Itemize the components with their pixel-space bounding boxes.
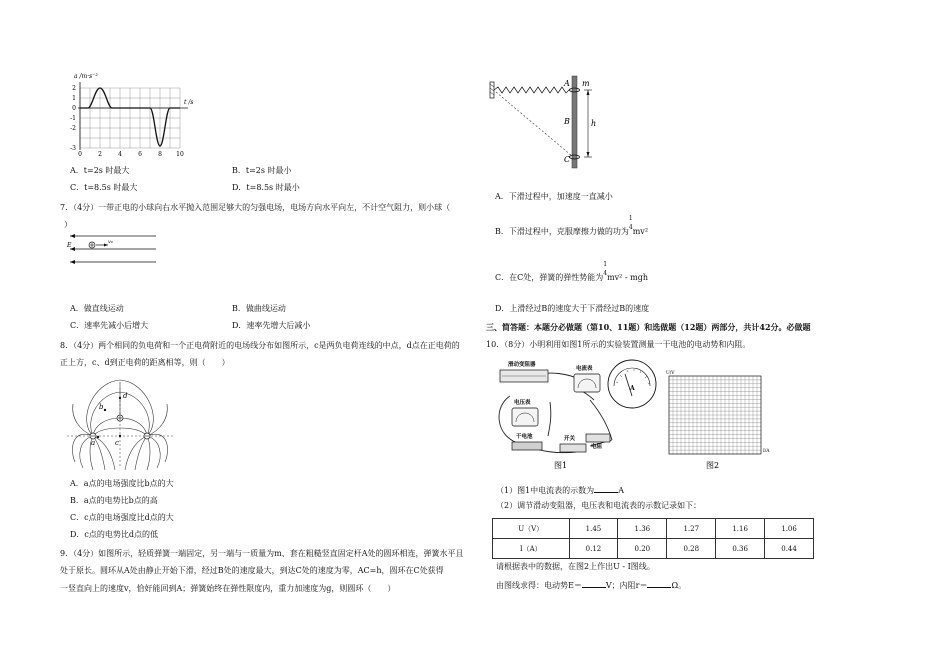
q9-option-b-den: 4	[628, 224, 633, 231]
q9-option-c-den: 4	[603, 270, 608, 277]
ytick: 0	[72, 105, 76, 112]
q9-fig-label-B: B	[564, 117, 570, 126]
q8-stem-line1: 8．（4分）两个相同的负电荷和一个正电荷附近的电场线分布如图所示，c是两负电荷连线的中点，d点在正电荷的	[60, 341, 460, 350]
xtick: 2	[98, 151, 102, 158]
q10-result-text-e: 由图线求得：电动势E＝	[496, 581, 582, 590]
q10-fig1-voltmeter-label: 电压表	[514, 400, 531, 406]
q10-fig1-battery-label: 干电池	[516, 434, 533, 440]
q6-option-a: A．t=2s 时最大	[70, 166, 130, 175]
q10-fig2-xlabel: I/A	[763, 449, 770, 454]
q9-fig-label-h: h	[591, 119, 597, 128]
q7-stem-end: ）	[64, 220, 72, 229]
xtick: 6	[138, 151, 142, 158]
q9-spring-rod-figure	[488, 76, 608, 168]
q10-emf-blank[interactable]	[582, 580, 606, 588]
table-cell: 0.12	[569, 539, 618, 559]
q6-option-d: D．t=8.5s 时最小	[232, 183, 300, 192]
q9-option-b-num: 1	[628, 215, 633, 222]
xtick: 0	[78, 151, 82, 158]
q9-option-c	[495, 261, 649, 284]
table-cell: 0.36	[716, 539, 765, 559]
q10-figure-2-grid	[664, 368, 776, 472]
q9-option-c-num: 1	[603, 261, 608, 268]
q10-fig1-dial-A: A	[630, 385, 635, 392]
ytick: 1	[72, 95, 76, 102]
q9-option-b-tail: mv²	[632, 227, 649, 236]
q8-option-b: B．a点的电势比b点的高	[70, 496, 158, 505]
q10-fig1-switch-label: 开关	[564, 436, 576, 442]
q7-option-a: A．做直线运动	[70, 304, 124, 313]
q10-result	[496, 580, 686, 590]
q10-stem: 10．（8分）小明利用如图1所示的实验装置测量一干电池的电动势和内阻。	[486, 340, 751, 349]
table-row-label: I（A）	[493, 539, 570, 559]
q7-v0-label: v₀	[108, 239, 113, 245]
q9-option-d: D．上滑经过B的速度大于下滑经过B的速度	[495, 304, 650, 313]
table-cell: 0.44	[765, 539, 814, 559]
table-cell: 1.16	[716, 519, 765, 539]
xtick: 8	[158, 151, 162, 158]
q8-label-a: a	[91, 439, 96, 447]
q10-sub2: （2）调节滑动变阻器，电压表和电流表的示数记录如下：	[496, 501, 702, 510]
xtick: 4	[118, 151, 122, 158]
q10-data-table	[492, 518, 814, 559]
q9-option-b-text: B．下滑过程中，克服摩擦力做的功为	[495, 227, 629, 236]
q9-stem-line2: 处于原长。圆环从A处由静止开始下滑，经过B处的速度最大，到达C处的速度为零，AC=h，圆环在C处获得	[60, 566, 444, 575]
q9-fig-label-A: A	[564, 79, 570, 88]
q7-option-b: B．做曲线运动	[232, 304, 286, 313]
ytick: 2	[72, 85, 76, 92]
table-row	[493, 519, 814, 539]
q7-field-figure	[66, 232, 166, 266]
q8-label-d: d	[123, 392, 128, 400]
ytick: -3	[70, 145, 76, 152]
table-cell: 1.06	[765, 519, 814, 539]
q9-option-c-text: C．在C处，弹簧的弹性势能为	[495, 273, 604, 282]
q8-label-c: c	[115, 439, 119, 447]
q9-stem-line3: 一竖直向上的速度v，恰好能回到A；弹簧始终在弹性限度内，重力加速度为g，则圆环（ ）	[60, 584, 396, 593]
table-cell: 1.36	[618, 519, 667, 539]
q8-option-d: D．c点的电势比d点的低	[70, 530, 159, 539]
q10-fig1-rheostat-label: 滑动变阻器	[508, 362, 536, 368]
q7-option-d: D．速率先增大后减小	[232, 321, 311, 330]
table-cell: 0.20	[618, 539, 667, 559]
table-row	[493, 539, 814, 559]
xtick: 10	[176, 151, 184, 158]
q10-sub1-blank[interactable]	[594, 485, 618, 493]
q8-label-b: b	[99, 403, 104, 411]
q8-option-c: C．c点的电场强度比d点的大	[70, 513, 174, 522]
q9-option-b	[495, 215, 649, 238]
q9-stem-line1: 9．（4分）如图所示，轻质弹簧一端固定，另一端与一质量为m、套在粗糙竖直固定杆A处的圆环相连，弹簧水平且	[60, 549, 464, 558]
q9-fig-label-C: C	[564, 155, 571, 164]
table-cell: 1.45	[569, 519, 618, 539]
q6-option-b: B．t=2s 时最小	[232, 166, 292, 175]
ytick: -2	[70, 125, 76, 132]
q10-sub1	[496, 485, 624, 495]
q10-resistance-blank[interactable]	[647, 580, 671, 588]
table-row-label: U（V）	[493, 519, 570, 539]
q9-option-c-tail: mv² - mgh	[607, 273, 649, 282]
q7-stem: 7．（4分）一带正电的小球向右水平抛入范围足够大的匀强电场，电场方向水平向左，不计空气阻力，则小球（	[60, 203, 451, 212]
q10-fig2-caption: 图2	[706, 461, 720, 470]
q10-figure-1-circuit	[490, 356, 660, 474]
q7-option-c: C．速率先减小后增大	[70, 321, 149, 330]
ytick: -1	[70, 115, 76, 122]
q10-sub1-unit: A	[618, 486, 624, 495]
q10-fig1-caption: 图1	[554, 461, 568, 470]
q7-field-E-label: E	[67, 242, 72, 249]
q10-after-table: 请根据表中的数据，在图2上作出U - I图线。	[496, 562, 655, 571]
section-3-heading: 三、简答题：本题分必做题（第10、11题）和选做题（12题）两部分，共计42分。必做题	[486, 322, 811, 332]
q8-field-lines-figure	[65, 378, 175, 470]
q8-option-a: A．a点的电场强度比b点的大	[70, 479, 174, 488]
q10-fig2-ylabel: U/V	[666, 371, 675, 376]
graph-xlabel: t /s	[184, 99, 194, 106]
q10-result-text-r: V；内阻r＝	[605, 581, 648, 590]
acceleration-time-graph	[60, 70, 200, 160]
q9-option-a: A．下滑过程中，加速度一直减小	[495, 192, 613, 201]
q10-result-text-end: Ω。	[671, 581, 687, 590]
table-cell: 0.28	[667, 539, 716, 559]
q10-fig1-resistor-label: 电阻	[591, 444, 603, 450]
q10-sub1-text: （1）图1中电流表的示数为	[496, 486, 595, 495]
q6-option-c: C．t=8.5s 时最大	[70, 183, 138, 192]
q10-fig1-ammeter-label: 电流表	[576, 366, 593, 372]
q8-stem-line2: 正上方，c、d到正电荷的距离相等，则（ ）	[60, 358, 230, 367]
table-cell: 1.27	[667, 519, 716, 539]
q9-fig-label-m: m	[582, 79, 590, 88]
graph-ylabel: a /m·s⁻²	[74, 73, 98, 80]
